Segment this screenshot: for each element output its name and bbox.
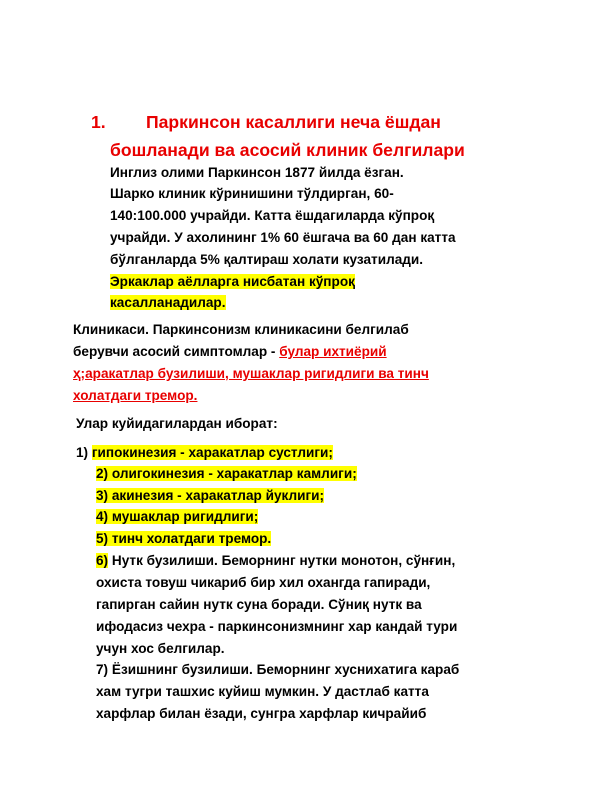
list-item-4	[96, 507, 258, 527]
clinic-title: Клиникаси.	[73, 322, 149, 337]
list-item-3	[96, 486, 324, 506]
clinic-line-1	[73, 320, 409, 340]
intro-line-4	[110, 228, 456, 248]
list-item-6-title: Нутк бузилиши.	[108, 553, 218, 568]
list-item-1-text: гипокинезия - харакатлар сустлиги;	[91, 445, 333, 460]
clinic-line-2-red: булар ихтиёрий	[279, 344, 387, 359]
clinic-line-4: холатдаги тремор.	[73, 388, 198, 403]
heading-line-2: бошланади ва асосий клиник белгилари	[110, 140, 465, 160]
list-item-6-number: 6)	[96, 553, 109, 568]
list-item-6	[96, 551, 455, 571]
intro-line-2: Шарко клиник кўринишини тўлдирган, 60-	[110, 186, 394, 201]
intro-line-7	[110, 293, 226, 313]
list-item-7-line-2: хам тугри ташхис куйиш мумкин. У дастлаб катта	[96, 684, 429, 699]
list-item-1-number: 1)	[76, 445, 92, 460]
intro-line-6-highlight: Эркаклар аёлларга нисбатан кўпроқ	[110, 274, 355, 289]
intro-line-1: Инглиз олими Паркинсон 1877 йилда ёзган.	[110, 165, 404, 180]
list-item-6-line-2: охиста товуш чикариб бир хил охангда гапиради,	[96, 575, 431, 590]
list-item-7-line-1: Беморнинг хуснихатига караб	[252, 662, 460, 677]
heading-number: 1.	[91, 112, 106, 132]
intro-line-4b: У ахолининг 1% 60 ёшгача ва 60 дан катта	[174, 230, 456, 245]
heading-line-1: Паркинсон касаллиги неча ёшдан	[146, 112, 441, 132]
list-item-6-line-1: Беморнинг нутки монотон, сўнғин,	[217, 553, 456, 568]
clinic-line-2	[73, 342, 387, 362]
list-item-3-text: 3) акинезия - харакатлар йуклиги;	[96, 488, 325, 503]
list-item-7-line-3: харфлар билан ёзади, сунгра харфлар кичрайиб	[96, 706, 427, 721]
list-item-7-number: 7)	[96, 662, 112, 677]
list-item-7	[96, 660, 459, 680]
list-item-5-text: 5) тинч холатдаги тремор.	[96, 531, 272, 546]
list-item-6-line-4: ифодасиз чехра - паркинсонизмнинг хар кандай тури	[96, 619, 458, 634]
list-item-1	[76, 443, 333, 463]
intro-line-4a: учрайди.	[110, 230, 175, 245]
list-intro: Улар куйидагилардан иборат:	[76, 416, 278, 431]
list-item-2	[96, 464, 357, 484]
intro-line-3: 140:100.000 учрайди. Катта ёшдагиларда кўпроқ	[110, 208, 435, 223]
intro-line-7-highlight: касалланадилар.	[110, 295, 226, 310]
clinic-line-1-text: Паркинсонизм клиникасини белгилаб	[148, 322, 409, 337]
list-item-7-title: Ёзишнинг бузилиши.	[111, 662, 253, 677]
list-item-6-line-5: учун хос белгилар.	[96, 641, 225, 656]
list-item-6-line-3: гапирган сайин нутк суна боради. Сўниқ нутк ва	[96, 597, 422, 612]
clinic-line-2-text: берувчи асосий симптомлар -	[73, 344, 280, 359]
list-item-2-text: 2) олигокинезия - харакатлар камлиги;	[96, 466, 357, 481]
list-item-4-text: 4) мушаклар ригидлиги;	[96, 509, 259, 524]
intro-line-5: бўлганларда 5% қалтираш холати кузатилади.	[110, 252, 424, 267]
clinic-line-3: ҳ;аракатлар бузилиши, мушаклар ригидлиги ва тинч	[73, 366, 429, 381]
list-item-5	[96, 529, 271, 549]
intro-line-6	[110, 272, 355, 292]
